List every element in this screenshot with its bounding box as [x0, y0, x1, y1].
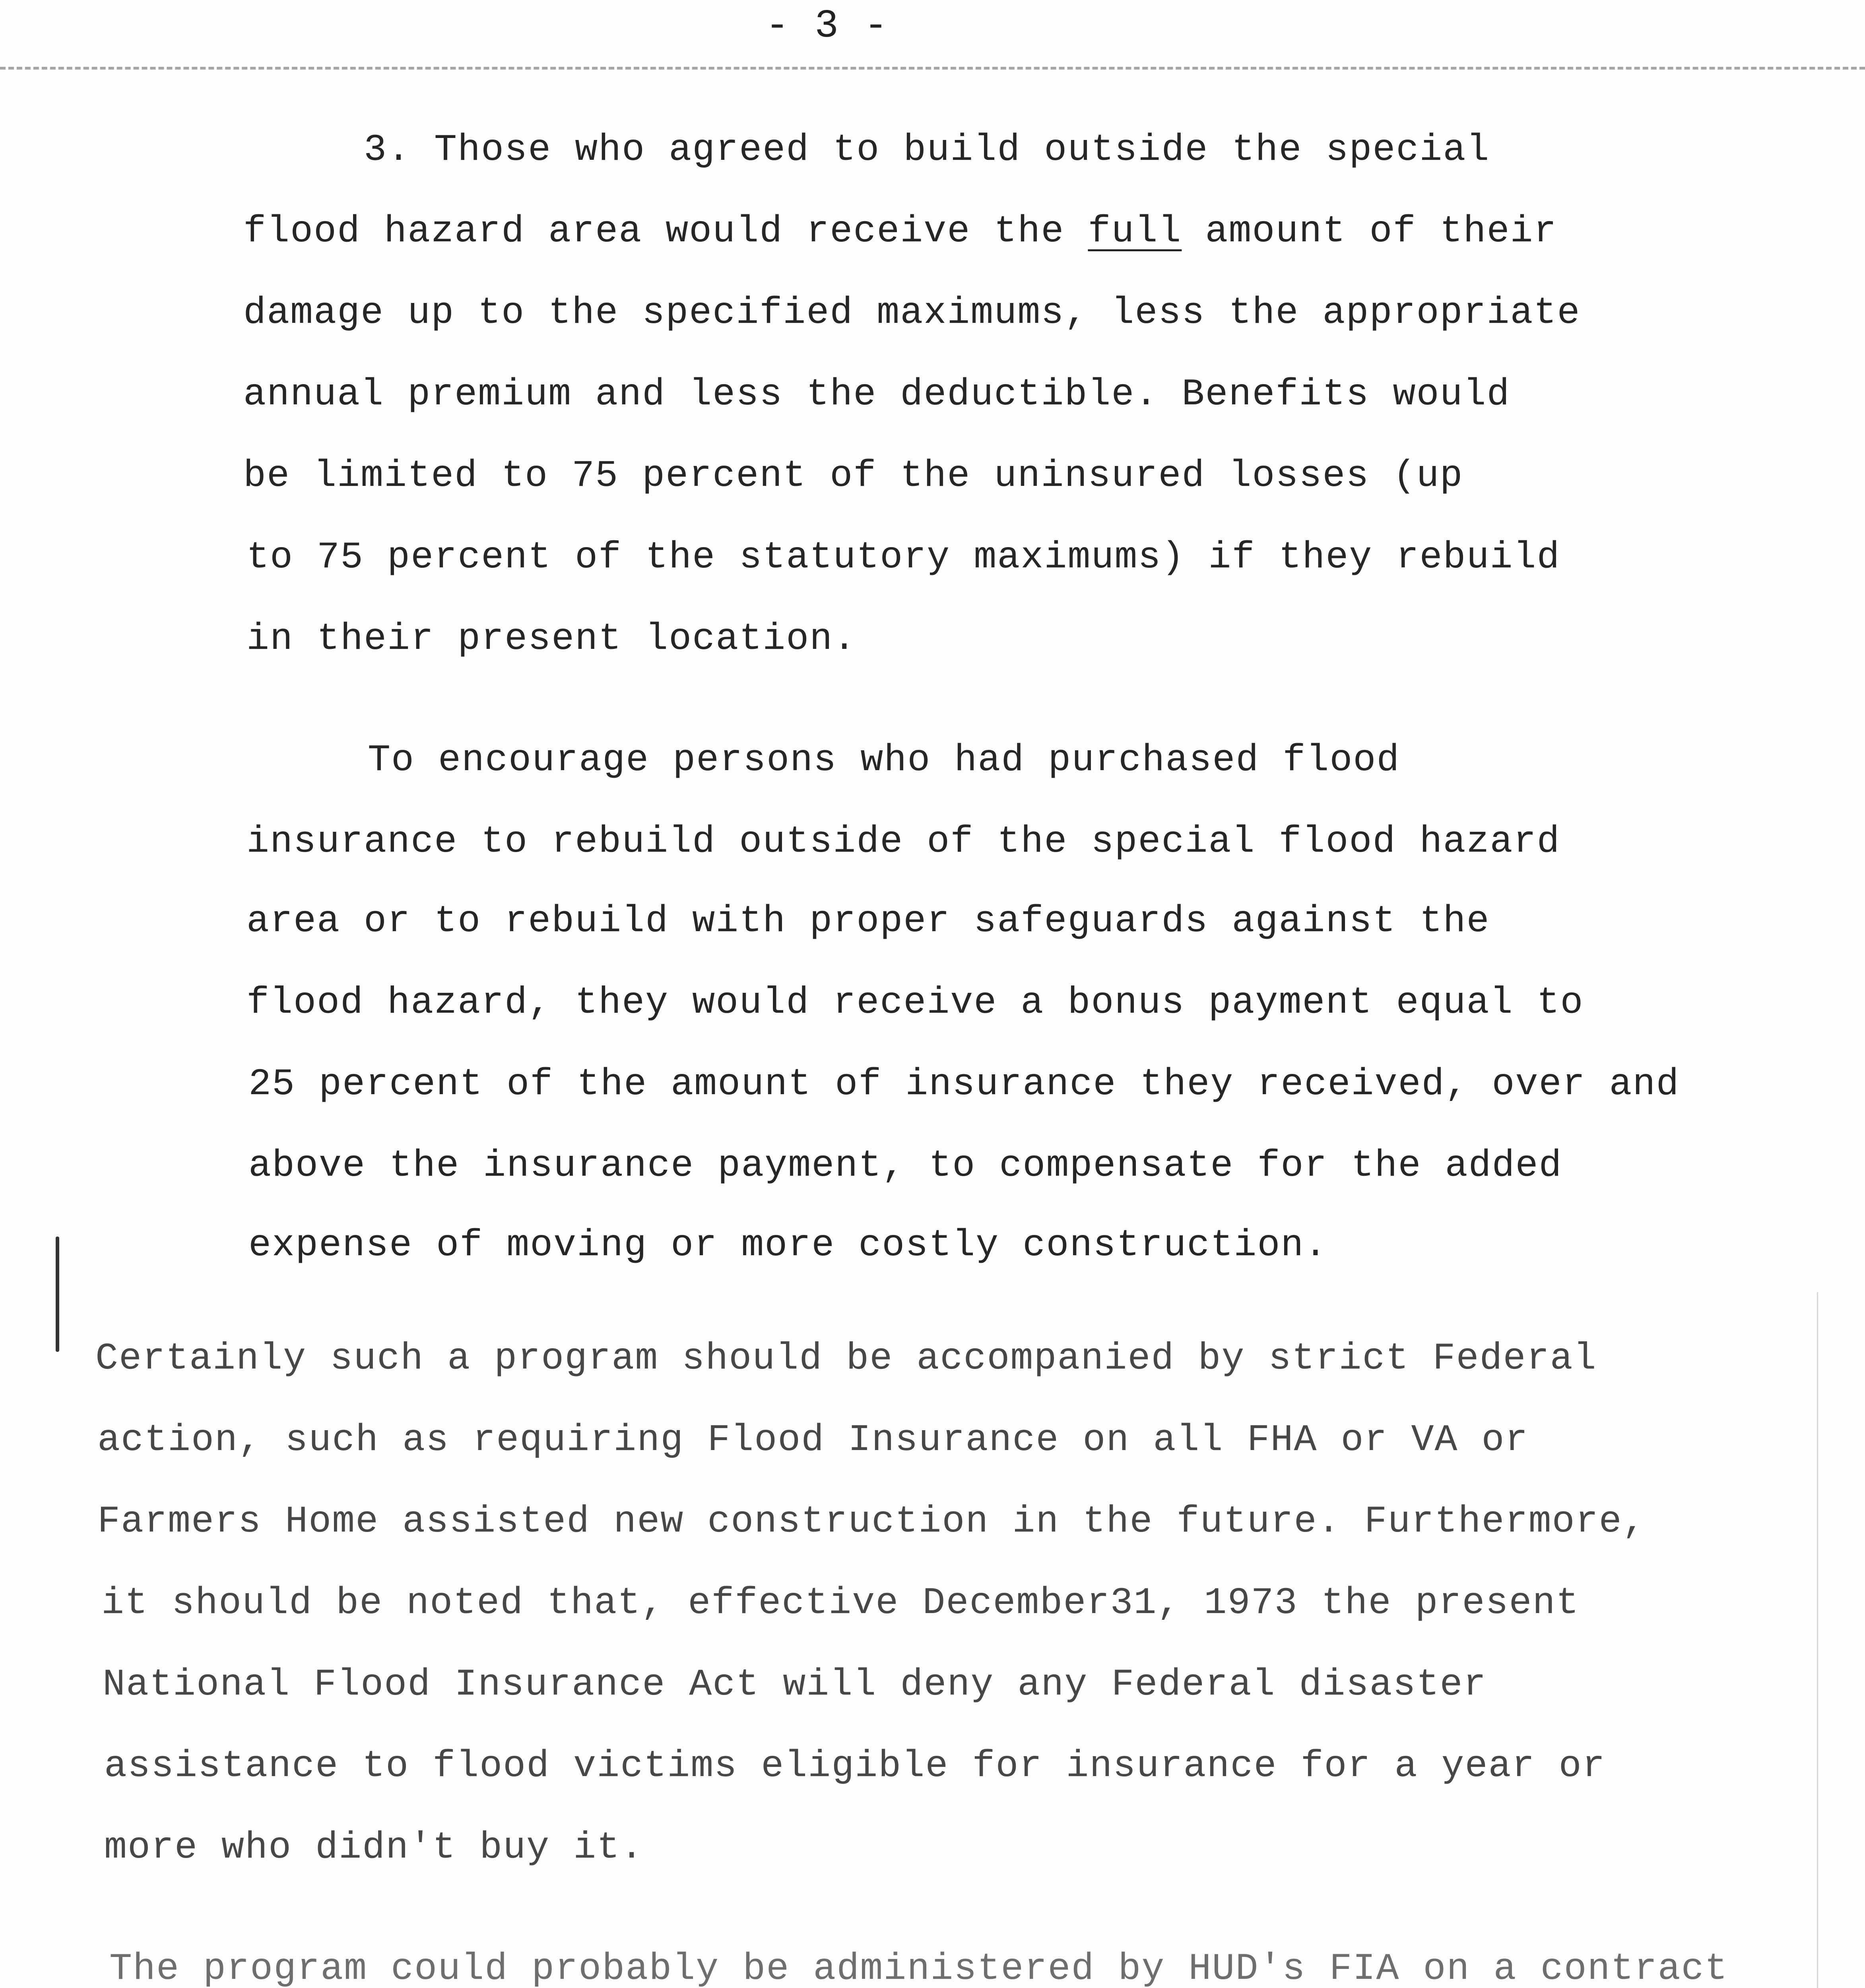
federal-line-2: action, such as requiring Flood Insurance on all FHA or VA or — [97, 1419, 1529, 1462]
page-edge-shadow — [1817, 1292, 1818, 1988]
item3-line-3: damage up to the specified maximums, less the appropriate — [243, 291, 1581, 334]
item3-line-2-start: flood hazard area would receive the — [243, 210, 1088, 253]
item3-line-2 — [243, 210, 1557, 253]
margin-bracket-top — [56, 1237, 59, 1352]
page-number: - 3 - — [765, 4, 889, 49]
bonus-line-7: expense of moving or more costly construction. — [248, 1224, 1328, 1267]
item3-line-4: annual premium and less the deductible. Benefits would — [243, 373, 1510, 416]
federal-line-3: Farmers Home assisted new construction in the future. Furthermore, — [97, 1500, 1646, 1543]
federal-line-7: more who didn't buy it. — [104, 1826, 644, 1869]
bonus-line-2: insurance to rebuild outside of the special flood hazard — [246, 820, 1560, 863]
item3-line-7: in their present location. — [246, 617, 857, 660]
bonus-line-1: To encourage persons who had purchased flood — [368, 739, 1400, 782]
item3-line-5: be limited to 75 percent of the uninsured losses (up — [243, 454, 1463, 497]
underlined-full: full — [1088, 210, 1182, 253]
item3-line-6: to 75 percent of the statutory maximums) if they rebuild — [246, 536, 1560, 579]
item3-line-1: 3. Those who agreed to build outside the special — [364, 128, 1490, 171]
federal-line-4: it should be noted that, effective December31, 1973 the present — [101, 1582, 1580, 1625]
federal-line-6: assistance to flood victims eligible for insurance for a year or — [104, 1745, 1606, 1788]
bonus-line-5: 25 percent of the amount of insurance they received, over and — [248, 1063, 1680, 1106]
header-rule — [0, 67, 1865, 70]
admin-line-1: The program could probably be administered by HUD's FIA on a contract — [109, 1947, 1728, 1988]
federal-line-1: Certainly such a program should be accompanied by strict Federal — [95, 1337, 1597, 1380]
bonus-line-6: above the insurance payment, to compensate for the added — [248, 1144, 1562, 1187]
item3-line-2-end: amount of their — [1182, 210, 1557, 253]
bonus-line-4: flood hazard, they would receive a bonus payment equal to — [246, 981, 1584, 1024]
bonus-line-3: area or to rebuild with proper safeguards against the — [246, 900, 1490, 943]
federal-line-5: National Flood Insurance Act will deny any Federal disaster — [103, 1663, 1487, 1706]
